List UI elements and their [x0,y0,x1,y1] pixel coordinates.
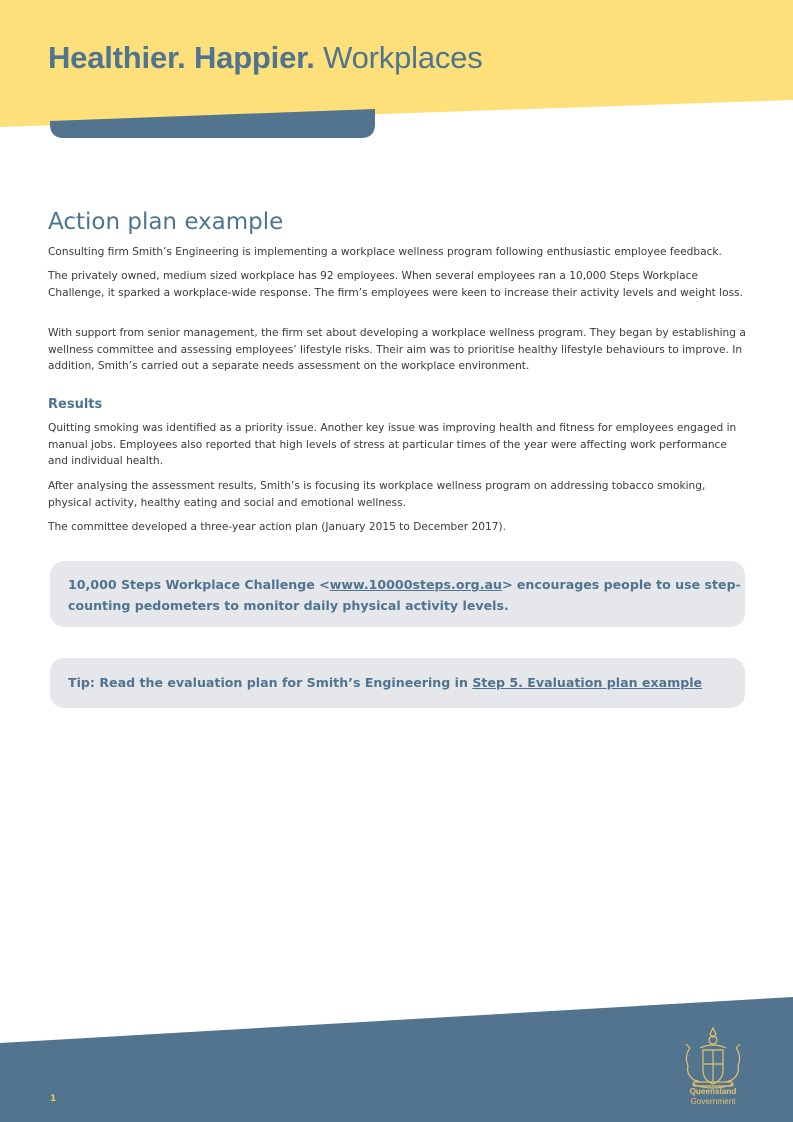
evaluation-plan-link[interactable]: Step 5. Evaluation plan example [472,675,703,690]
logo-line-government: Government [690,1096,736,1106]
page-number: 1 [50,1094,57,1104]
results-paragraph-3: The committee developed a three-year action plan (January 2015 to December 2017). [48,521,506,533]
steps-website-link[interactable]: www.10000steps.org.au [329,577,502,592]
brand-bold-text: Healthier. Happier. [48,40,315,75]
results-paragraph-1: Quitting smoking was identified as a priority issue. Another key issue was improving health and fitness for employees engaged in manual jobs. Employees also reported that high levels of stress at particular times of the year were affecting work performance and individual health. [48,422,737,468]
steps-callout [50,561,745,627]
steps-callout-text-start: 10,000 Steps Workplace Challenge < [68,577,330,592]
results-heading: Results [48,397,103,412]
tip-callout-text: Tip: Read the evaluation plan for Smith’s Engineering in [68,675,473,690]
steps-callout-text-end: > encourages people to use step-counting pedometers to monitor daily physical activity levels. [68,577,741,613]
results-paragraph-2: After analysing the assessment results, Smith’s is focusing its workplace wellness program on addressing tobacco smoking, physical activity, healthy eating and social and emotional wellness. [48,480,706,509]
tip-callout [50,658,745,708]
footer-band [0,990,793,1122]
page-title: Action plan example [48,209,284,235]
intro-paragraph: Consulting firm Smith’s Engineering is implementing a workplace wellness program following enthusiastic employee feedback. [48,246,722,258]
logo-line-queensland: Queensland [689,1087,737,1096]
workplace-paragraph: The privately owned, medium sized workplace has 92 employees. When several employees ran a 10,000 Steps Workplace Challenge, it sparked a workplace-wide response. The firm’s employees were keen to increase their activity levels and weight loss. [48,270,744,299]
queensland-government-logo-text [682,1087,744,1106]
brand-wordmark [48,40,483,76]
brand-light-text: Workplaces [323,40,483,75]
support-paragraph: With support from senior management, the firm set about developing a workplace wellness program. They began by establishing a wellness committee and assessing employees’ lifestyle risks. Their aim was to prioritise healthy lifestyle behaviours to improve. In addition, Smith’s carried out a separate needs assessment on the workplace environment. [48,327,746,373]
